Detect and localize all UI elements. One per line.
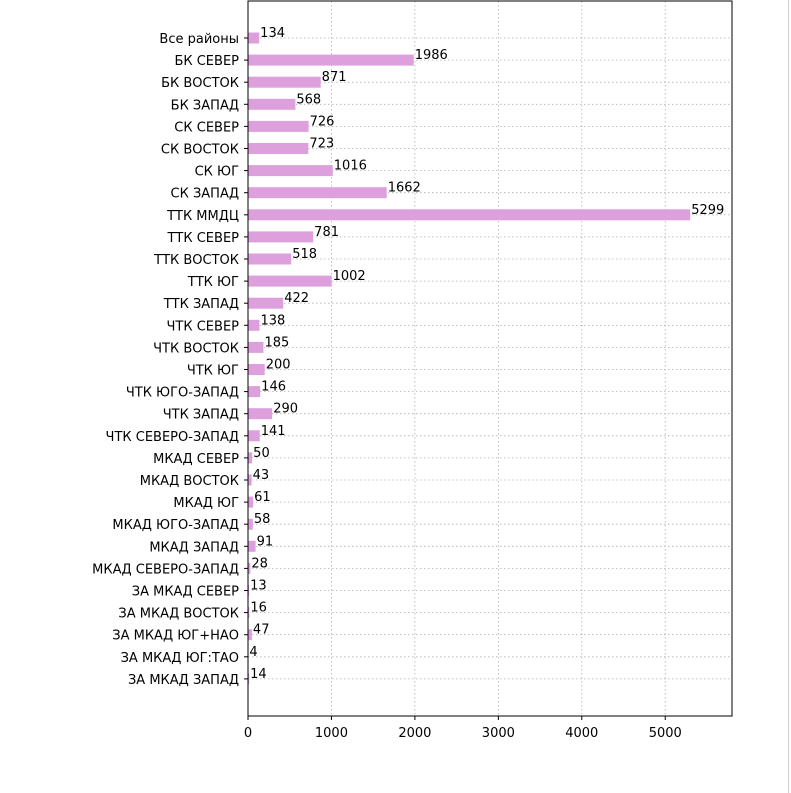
data-label: 141 [260,423,286,439]
bar [248,497,253,508]
category-label: ЧТК СЕВЕРО-ЗАПАД [105,429,239,445]
category-label: ЧТК ВОСТОК [153,341,239,357]
data-label: 58 [253,512,271,528]
bar [248,364,265,375]
data-label: 47 [252,622,270,638]
category-label: ЗА МКАД ВОСТОК [118,606,239,622]
data-label: 50 [253,445,270,461]
data-label: 1016 [333,158,367,174]
bar [248,298,283,309]
data-label: 16 [250,600,267,616]
bar [248,475,252,486]
bar [248,430,260,441]
category-label: ЧТК ЮГО-ЗАПАД [125,385,239,401]
data-label: 4 [249,644,258,660]
data-label: 518 [292,247,318,262]
bar [248,143,308,154]
data-label: 43 [252,468,270,483]
bar [248,231,313,242]
data-label: 1002 [332,269,366,285]
grid-lines [248,1,732,716]
bar [248,386,260,397]
data-label: 1986 [414,48,448,64]
data-label: 138 [260,313,286,329]
bar [248,320,260,331]
data-label: 185 [264,335,290,351]
category-label: ЗА МКАД ЮГ+НАО [112,628,239,644]
bar [248,254,291,265]
category-label: СК ЮГ [194,164,239,180]
x-tick-label: 5000 [648,726,682,741]
category-label: СК СЕВЕР [174,120,239,136]
category-label: МКАД ЮГО-ЗАПАД [112,518,239,534]
category-label: ЧТК ЗАПАД [162,407,239,423]
bar [248,165,333,176]
category-label: ЧТК ЮГ [186,363,239,379]
bar [248,276,332,287]
data-label: 134 [260,26,286,41]
category-label: ТТК ВОСТОК [154,253,239,268]
bar [248,55,414,66]
category-label: БК ЗАПАД [170,98,239,114]
data-label: 146 [261,379,287,395]
x-tick-label: 3000 [481,726,515,741]
category-label: ЗА МКАД СЕВЕР [131,584,239,600]
bar [248,121,309,132]
category-label: МКАД ЮГ [173,496,239,512]
category-label: МКАД ЗАПАД [149,540,239,556]
category-label: ЧТК СЕВЕР [166,319,239,335]
bar [248,209,690,220]
data-label: 871 [321,70,347,86]
data-label: 200 [265,357,291,373]
data-label: 290 [273,401,299,417]
data-label: 28 [251,556,268,572]
category-labels [92,32,248,688]
category-label: БК ВОСТОК [161,76,239,92]
category-label: ТТК ММДЦ [167,208,239,224]
bar [248,541,256,552]
bars [248,33,690,685]
category-label: МКАД ВОСТОК [139,474,239,489]
data-label: 568 [296,92,322,108]
category-label: СК ВОСТОК [160,142,239,158]
data-label: 61 [254,490,271,506]
bar [248,408,272,419]
bar [248,629,252,640]
plot-frame [248,1,732,716]
x-axis-ticks [244,716,682,741]
value-labels [249,26,724,682]
bar [248,342,263,353]
data-label: 5299 [691,202,725,218]
bar [248,187,387,198]
data-label: 726 [309,114,335,130]
category-label: МКАД СЕВЕР [153,451,239,467]
category-label: БК СЕВЕР [174,54,239,70]
right-edge-line [788,0,789,793]
category-label: СК ЗАПАД [170,186,239,202]
category-label: ЗА МКАД ЮГ:ТАО [120,650,239,666]
category-label: ТТК ЗАПАД [163,297,239,313]
data-label: 723 [309,136,335,152]
data-label: 13 [250,578,267,594]
data-label: 422 [284,291,310,307]
bar [248,77,321,88]
bar [248,33,259,44]
data-label: 91 [256,534,274,550]
x-tick-label: 0 [243,726,253,741]
category-label: Все районы [159,32,239,47]
bar [248,452,252,463]
bar [248,99,295,110]
data-label: 14 [250,666,267,682]
category-label: ТТК ЮГ [187,275,239,291]
bar [248,519,253,530]
x-tick-label: 1000 [314,726,348,741]
category-label: ТТК СЕВЕР [167,230,239,246]
category-label: ЗА МКАД ЗАПАД [127,672,239,688]
category-label: МКАД СЕВЕРО-ЗАПАД [92,562,239,578]
data-label: 1662 [387,180,421,196]
x-tick-label: 4000 [565,726,599,741]
x-tick-label: 2000 [398,726,432,741]
data-label: 781 [314,224,340,240]
